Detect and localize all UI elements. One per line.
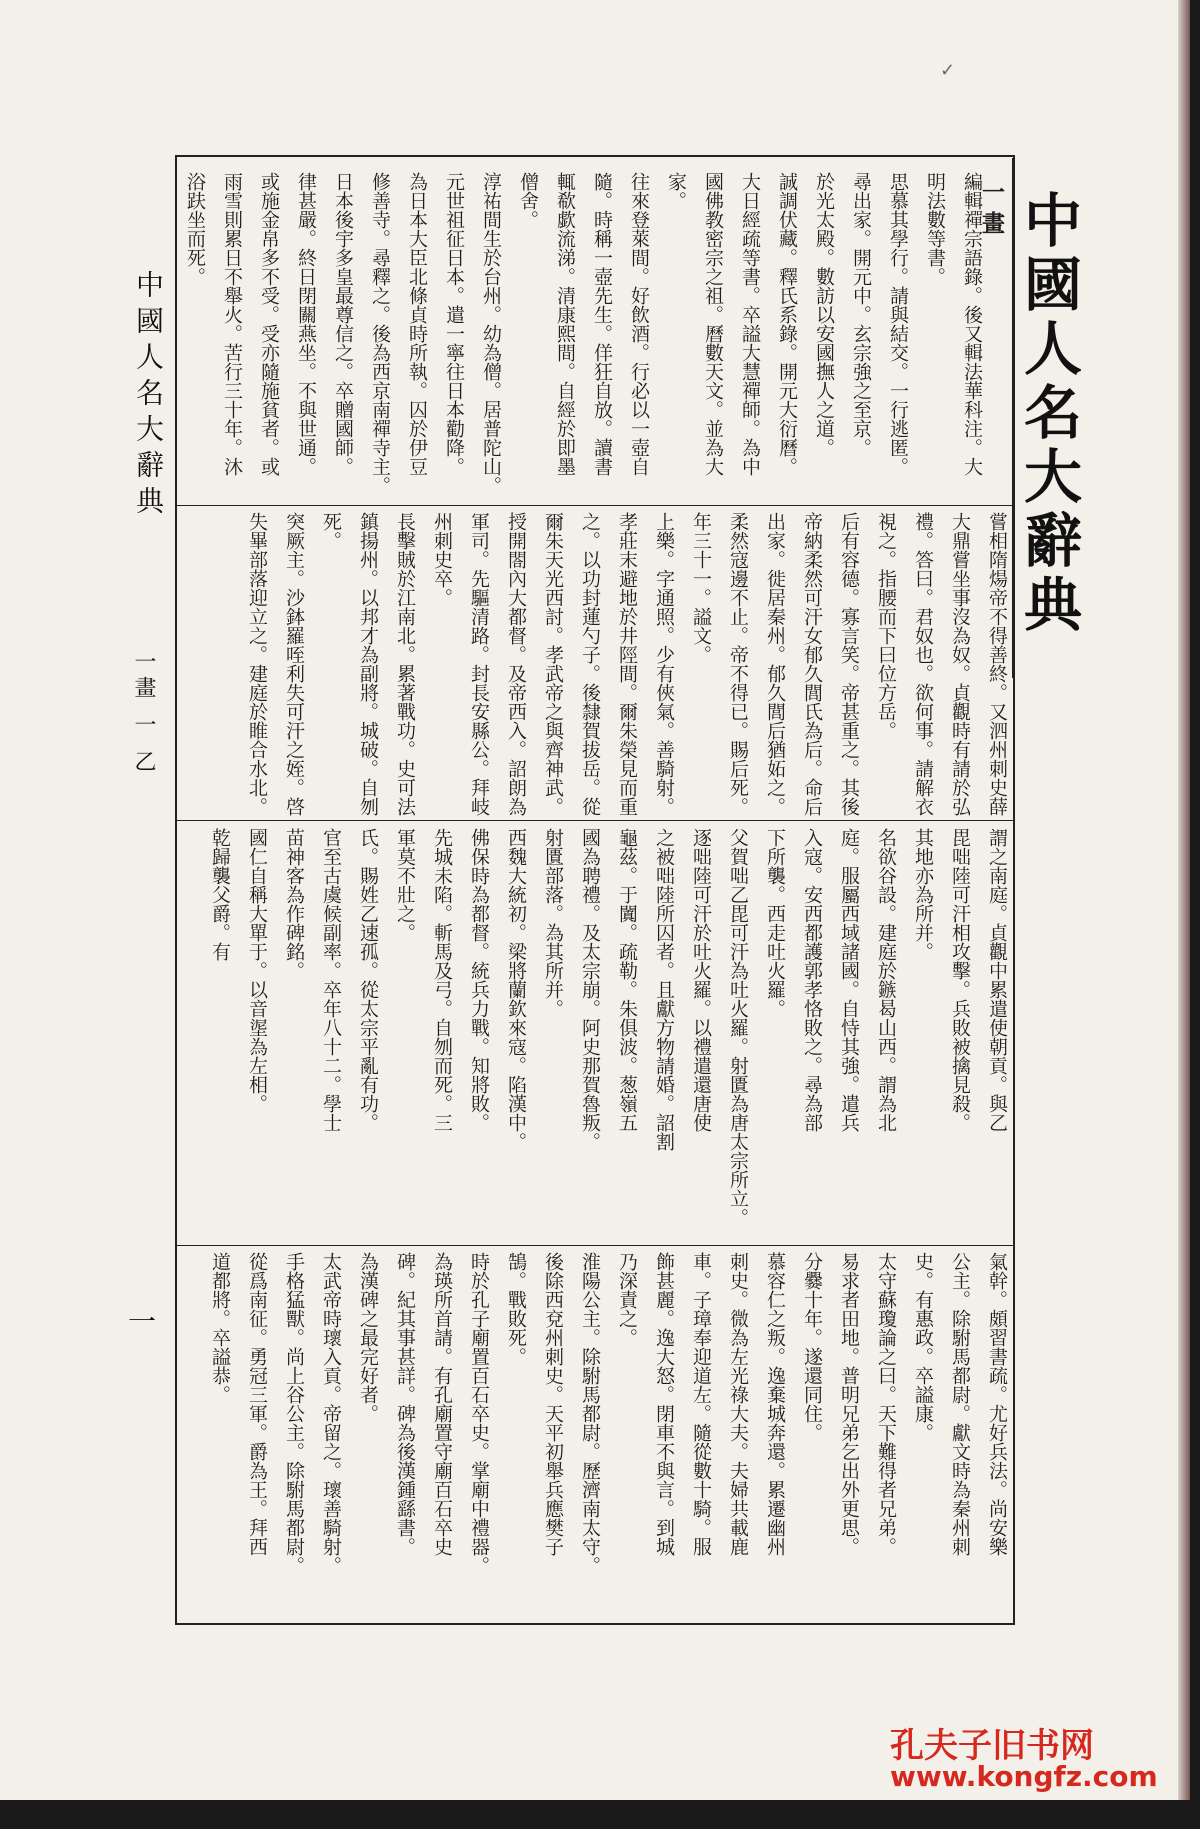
text-column: 雨雪則累日不舉火。苦行三十年。沐 [221, 172, 243, 476]
text-column: 國為聘禮。及太宗崩。阿史那賀魯叛。 [579, 828, 601, 1151]
text-column: 謂之南庭。貞觀中累遣使朝貢。與乙 [986, 828, 1008, 1132]
text-column: 浴趺坐而死。 [184, 172, 206, 286]
text-column: 視之。指腰而下曰位方岳。 [875, 512, 897, 740]
text-column: 入寇。安西都護郭孝恪敗之。尋為部 [801, 828, 823, 1132]
text-column: 為瑛所首請。有孔廟置守廟百石卒史 [431, 1252, 453, 1556]
text-column: 軍司。先驅清路。封長安縣公。拜岐 [468, 512, 490, 816]
text-column: 西魏大統初。梁將蘭欽來寇。陷漢中。 [505, 828, 527, 1151]
text-column: 分爨十年。遂還同住。 [801, 1252, 823, 1442]
text-column: 淮陽公主。除駙馬都尉。歷濟南太守。 [579, 1252, 601, 1575]
text-column: 修善寺。尋釋之。後為西京南禪寺主。 [369, 172, 391, 495]
text-column: 家。 [665, 172, 687, 210]
text-column: 日本後宇多皇最尊信之。卒贈國師。 [332, 172, 354, 476]
text-column: 後除西兗州刺史。天平初舉兵應樊子 [542, 1252, 564, 1556]
text-column: 手格猛獸。尚上谷公主。除駙馬都尉。 [283, 1252, 305, 1575]
text-column: 佛保時為都督。統兵力戰。知將敗。 [468, 828, 490, 1132]
text-column: 之被咄陸所囚者。且獻方物請婚。詔割 [653, 828, 675, 1151]
text-column: 尋出家。開元中。玄宗強之至京。 [850, 172, 872, 457]
text-column: 死。 [320, 512, 342, 550]
text-column: 鎮揚州。以邦才為副將。城破。自刎 [357, 512, 379, 816]
text-column: 先城未陷。斬馬及弓。自刎而死。三 [431, 828, 453, 1132]
text-column: 州刺史卒。 [431, 512, 453, 607]
text-column: 誠調伏藏。釋氏系錄。開元大衍曆。 [776, 172, 798, 476]
text-column: 大鼎嘗坐事沒為奴。貞觀時有請於弘 [949, 512, 971, 816]
text-column: 淳祐間生於台州。幼為僧。居普陀山。 [480, 172, 502, 495]
text-column: 氣幹。頗習書疏。尤好兵法。尚安樂 [986, 1252, 1008, 1556]
text-column: 下所襲。西走吐火羅。 [764, 828, 786, 1018]
text-column: 史。有惠政。卒謚康。 [912, 1252, 934, 1442]
text-column: 突厥主。沙鉢羅咥利失可汗之姪。啓 [283, 512, 305, 816]
pencil-mark: ✓ [940, 60, 956, 81]
text-column: 毘咄陸可汗相攻擊。兵敗被擒見殺。 [949, 828, 971, 1132]
text-column: 公主。除駙馬都尉。獻文時為秦州刺 [949, 1252, 971, 1556]
stroke-heading: 一 畫 [978, 180, 1005, 235]
band-divider-3 [175, 1245, 1015, 1246]
text-column: 嘗相隋煬帝不得善終。又泗州刺史薛 [986, 512, 1008, 816]
text-column: 刺史。微為左光祿大夫。夫婦共載鹿 [727, 1252, 749, 1556]
band-divider-1 [175, 505, 1015, 506]
text-column: 國佛教密宗之祖。曆數天文。並為大 [702, 172, 724, 476]
watermark-url: www.kongfz.com [890, 1760, 1158, 1793]
text-column: 律甚嚴。終日閉關燕坐。不與世通。 [295, 172, 317, 476]
text-column: 明法數等書。 [924, 172, 946, 286]
band-divider-2 [175, 820, 1015, 821]
text-column: 鵠。戰敗死。 [505, 1252, 527, 1366]
text-column: 其地亦為所并。 [912, 828, 934, 961]
text-column: 編輯禪宗語錄。後又輯法華科注。大 [961, 172, 983, 476]
text-column: 年三十一。謚文。 [690, 512, 712, 664]
page-gutter [1178, 0, 1190, 1800]
text-column: 國仁自稱大單于。以音埿為左相。 [246, 828, 268, 1113]
text-column: 父賀咄乙毘可汗為吐火羅。射匱為唐太宗所立。 [727, 828, 749, 1227]
text-column: 官至古虞候副率。卒年八十二。學士 [320, 828, 342, 1132]
text-column: 龜茲。于闐。疏勒。朱俱波。葱嶺五 [616, 828, 638, 1132]
text-column: 苗神客為作碑銘。 [283, 828, 305, 980]
text-column: 道都將。卒謚恭。 [209, 1252, 231, 1404]
text-column: 思慕其學行。請與結交。一行逃匿。 [887, 172, 909, 476]
text-column: 於光太殿。數訪以安國撫人之道。 [813, 172, 835, 457]
text-column: 元世祖征日本。遣一寧往日本勸降。 [443, 172, 465, 476]
text-column: 僧舍。 [517, 172, 539, 229]
text-column: 禮。答曰。君奴也。欲何事。請解衣 [912, 512, 934, 816]
page-number: 一 [128, 1305, 157, 1338]
text-column: 名欲谷設。建庭於鏃曷山西。謂為北 [875, 828, 897, 1132]
folio-section: 一畫 一 乙 [131, 650, 156, 776]
text-column: 爾朱天光西討。孝武帝之與齊神武。 [542, 512, 564, 816]
text-column: 氏。賜姓乙速孤。從太宗平亂有功。 [357, 828, 379, 1132]
text-column: 大日經疏等書。卒謚大慧禪師。為中 [739, 172, 761, 476]
text-column: 慕容仁之叛。逸棄城奔還。累遷幽州 [764, 1252, 786, 1556]
text-column: 易求者田地。普明兄弟乞出外更思。 [838, 1252, 860, 1556]
text-column: 授開閤內大都督。及帝西入。詔朗為 [505, 512, 527, 816]
running-head: 中國人名大辭典 [132, 270, 165, 522]
text-column: 之。以功封蓮勺子。後隸賀拔岳。從 [579, 512, 601, 816]
text-column: 庭。服屬西域諸國。自恃其強。遣兵 [838, 828, 860, 1132]
text-column: 出家。徙居秦州。郁久閭后猶妬之。 [764, 512, 786, 816]
text-column: 隨。時稱一壺先生。佯狂自放。讀書 [591, 172, 613, 476]
text-column: 或施金帛多不受。受亦隨施貧者。或 [258, 172, 280, 476]
text-column: 往來登萊間。好飲酒。行必以一壺自 [628, 172, 650, 476]
text-column: 車。子璋奉迎道左。隨從數十騎。服 [690, 1252, 712, 1556]
text-column: 飾甚麗。逸大怒。閉車不與言。到城 [653, 1252, 675, 1556]
text-column: 乃深責之。 [616, 1252, 638, 1347]
text-column: 乾歸襲父爵。有 [209, 828, 231, 961]
text-column: 柔然寇邊不止。帝不得已。賜后死。 [727, 512, 749, 816]
text-column: 從爲南征。勇冠三軍。爵為王。拜西 [246, 1252, 268, 1556]
text-column: 長擊賊於江南北。累著戰功。史可法 [394, 512, 416, 816]
text-column: 逐咄陸可汗於吐火羅。以禮遣還唐使 [690, 828, 712, 1132]
watermark-text: 孔夫子旧书网 [890, 1726, 1094, 1766]
text-column: 孝莊末避地於井陘間。爾朱榮見而重 [616, 512, 638, 816]
text-column: 射匱部落。為其所并。 [542, 828, 564, 1018]
book-title: 中國人名大辭典 [1014, 190, 1082, 638]
text-column: 上樂。字通照。少有俠氣。善騎射。 [653, 512, 675, 816]
text-column: 太武帝時瓌入貢。帝留之。瓌善騎射。 [320, 1252, 342, 1575]
text-column: 為漢碑之最完好者。 [357, 1252, 379, 1423]
text-column: 時於孔子廟置百石卒史。掌廟中禮器。 [468, 1252, 490, 1575]
text-column: 太守蘇瓊論之曰。天下難得者兄弟。 [875, 1252, 897, 1556]
text-column: 后有容德。寡言笑。帝甚重之。其後 [838, 512, 860, 816]
text-column: 輒欷歔流涕。清康熙間。自經於即墨 [554, 172, 576, 476]
text-column: 碑。紀其事甚詳。碑為後漢鍾繇書。 [394, 1252, 416, 1556]
text-column: 為日本大臣北條貞時所執。囚於伊豆 [406, 172, 428, 476]
text-column: 失畢部落迎立之。建庭於睢合水北。 [246, 512, 268, 816]
text-column: 帝納柔然可汗女郁久閭氏為后。命后 [801, 512, 823, 816]
text-column: 軍莫不壯之。 [394, 828, 416, 942]
